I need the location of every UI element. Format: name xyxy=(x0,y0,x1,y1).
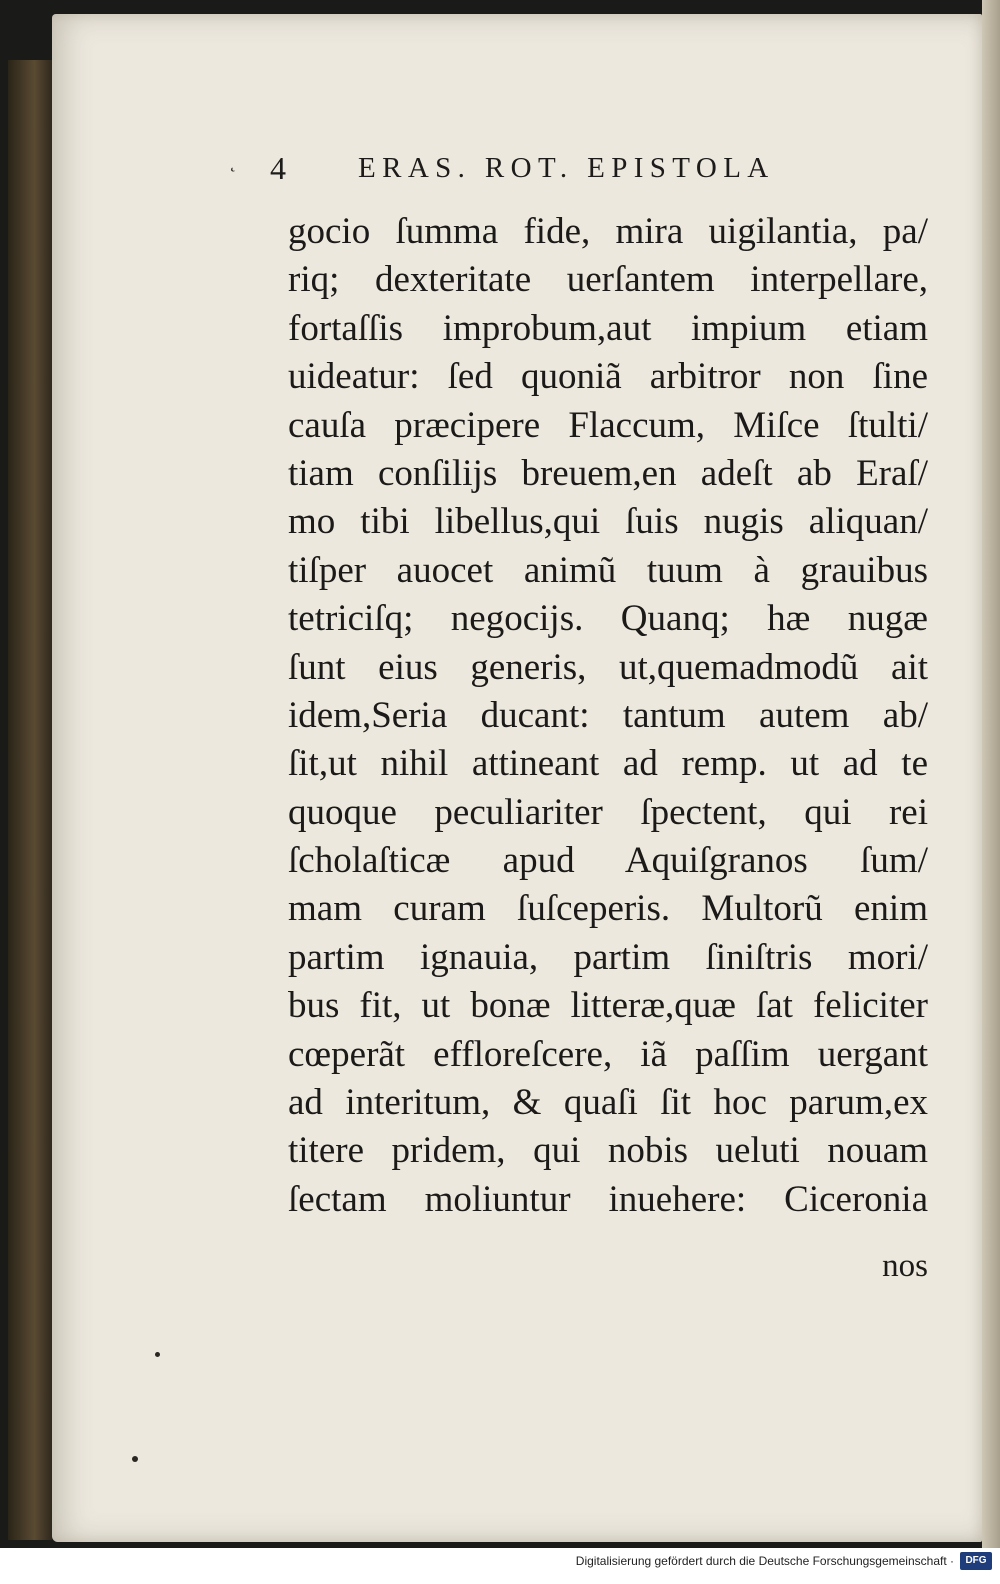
text-line: ſectam moliuntur inuehere: Ciceronia xyxy=(288,1178,928,1220)
book-edge-left xyxy=(8,60,52,1540)
running-title: ERAS. ROT. EPISTOLA xyxy=(358,152,775,184)
text-line: titere pridem, qui nobis ueluti nouam xyxy=(288,1130,928,1172)
text-line: mo tibi libellus,qui ſuis nugis aliquan/ xyxy=(288,501,928,543)
text-line: ſit,ut nihil attineant ad remp. ut ad te xyxy=(288,743,928,785)
text-line: quoque peculiariter ſpectent, qui rei xyxy=(288,791,928,833)
text-line: mam curam ſuſceperis. Multorũ enim xyxy=(288,888,928,930)
text-line: ſunt eius generis, ut,quemadmodũ ait xyxy=(288,646,928,688)
text-line: gocio ſumma fide, mira uigilantia, pa/ xyxy=(288,211,928,252)
dfg-logo: DFG xyxy=(960,1552,992,1570)
text-line: tetriciſq; negocijs. Quanq; hæ nugæ xyxy=(288,598,928,640)
text-line: idem,Seria ducant: tantum autem ab/ xyxy=(288,694,928,736)
catchword: nos xyxy=(882,1248,928,1284)
header-mark: ˛ xyxy=(230,152,236,172)
funding-credit: Digitalisierung gefördert durch die Deutsche Forschungsgemeinschaft · xyxy=(575,1554,954,1568)
ink-speck xyxy=(155,1352,160,1357)
ink-speck xyxy=(132,1456,138,1462)
text-line: tiam conſilijs breuem,en adeſt ab Eraſ/ xyxy=(288,452,928,494)
text-line: tiſper auocet animũ tuum à grauibus xyxy=(288,549,928,591)
text-line: bus fit, ut bonæ litteræ,quæ ſat feliciter xyxy=(288,985,928,1027)
text-line: ad interitum, & quaſi ſit hoc parum,ex xyxy=(288,1082,928,1124)
text-line: cœperãt effloreſcere, iã paſſim uergant xyxy=(288,1033,928,1075)
text-line: cauſa præcipere Flaccum, Miſce ſtulti/ xyxy=(288,404,928,446)
text-line: riq; dexteritate uerſantem interpellare, xyxy=(288,259,928,301)
text-line: uideatur: ſed quoniã arbitror non ſine xyxy=(288,356,928,398)
body-text xyxy=(288,208,928,1224)
page-number: 4 xyxy=(270,150,293,186)
book-edge-right xyxy=(982,0,1000,1552)
page-header xyxy=(230,150,930,194)
text-line: fortaſſis improbum,aut impium etiam xyxy=(288,307,928,349)
text-line: ſcholaſticæ apud Aquiſgranos ſum/ xyxy=(288,840,928,882)
text-line: partim ignauia, partim ſiniſtris mori/ xyxy=(288,936,928,978)
